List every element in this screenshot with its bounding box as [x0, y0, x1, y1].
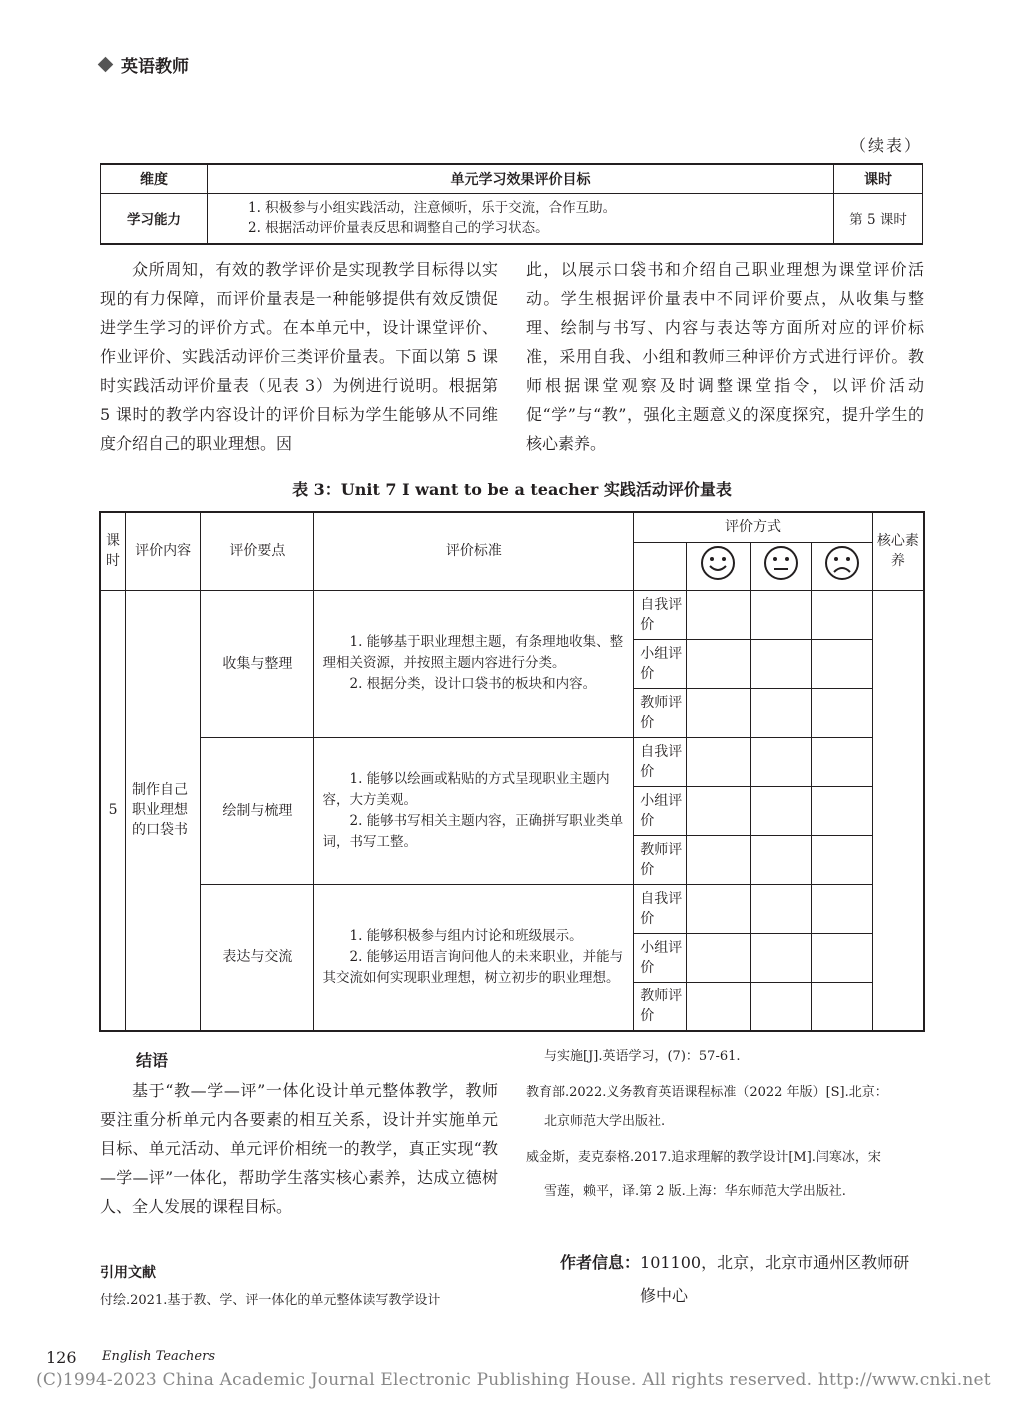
point-cell: 表达与交流	[201, 884, 314, 1031]
conclusion-heading: 结语	[136, 1051, 169, 1070]
method-self: 自我评价	[634, 884, 687, 933]
smiley-face-icon	[687, 542, 750, 590]
method-teacher: 教师评价	[634, 835, 687, 884]
col-header-lesson: 课时	[834, 164, 923, 194]
method-self: 自我评价	[634, 737, 687, 786]
rating-cell[interactable]	[811, 590, 872, 639]
col-header-dimension: 维度	[101, 164, 208, 194]
criteria-item: 1. 能够以绘画或粘贴的方式呈现职业主题内容，大方美观。	[322, 770, 610, 808]
diamond-icon	[98, 57, 114, 73]
point-cell: 绘制与梳理	[201, 737, 314, 884]
rating-cell[interactable]	[687, 884, 750, 933]
rating-cell[interactable]	[687, 933, 750, 982]
lesson-number-cell: 5	[100, 590, 126, 1031]
reference-3a: 威金斯，麦克泰格.2017.追求理解的教学设计[M].闫寒冰，宋	[526, 1150, 881, 1165]
journal-header	[100, 52, 189, 77]
rating-cell[interactable]	[750, 639, 811, 688]
rating-cell[interactable]	[687, 835, 750, 884]
rating-cell[interactable]	[811, 835, 872, 884]
method-teacher: 教师评价	[634, 982, 687, 1031]
table3-caption: 表 3：Unit 7 I want to be a teacher 实践活动评价量表	[292, 480, 732, 499]
reference-1a: 付绘.2021.基于教、学、评一体化的单元整体读写教学设计	[100, 1293, 441, 1308]
dimension-cell: 学习能力	[101, 194, 208, 244]
rating-cell[interactable]	[750, 688, 811, 737]
header-points: 评价要点	[201, 512, 314, 590]
copyright-line: (C)1994-2023 China Academic Journal Electronic Publishing House. All rights reserved. http://www.cnki.net	[36, 1370, 991, 1390]
criteria-cell	[314, 737, 634, 884]
header-lesson: 课时	[100, 512, 126, 590]
body-left-column	[100, 255, 498, 458]
header-core: 核心素养	[872, 512, 924, 590]
method-group: 小组评价	[634, 786, 687, 835]
author-info	[560, 1246, 930, 1312]
point-cell: 收集与整理	[201, 590, 314, 737]
rating-cell[interactable]	[811, 884, 872, 933]
rating-cell[interactable]	[750, 884, 811, 933]
table-continued-label: （续表）	[849, 136, 922, 155]
rating-cell[interactable]	[687, 590, 750, 639]
author-line-2: 修中心	[640, 1286, 689, 1305]
method-group: 小组评价	[634, 933, 687, 982]
core-literacy-cell	[872, 590, 924, 1031]
sad-face-icon	[811, 542, 872, 590]
criteria-item: 1. 能够基于职业理想主题，有条理地收集、整理相关资源，并按照主题内容进行分类。	[322, 634, 624, 671]
method-teacher: 教师评价	[634, 688, 687, 737]
content-cell: 制作自己职业理想的口袋书	[126, 590, 201, 1031]
evaluation-table	[99, 511, 925, 1032]
neutral-face-icon	[750, 542, 811, 590]
rating-cell[interactable]	[750, 933, 811, 982]
goal-1: 1. 积极参与小组实践活动，注意倾听，乐于交流，合作互助。	[248, 200, 617, 217]
author-line-1: 101100，北京，北京市通州区教师研	[640, 1253, 910, 1272]
body-right-text: 此，以展示口袋书和介绍自己职业理想为课堂评价活动。学生根据评价量表中不同评价要点，从收集与整理、绘制与书写、内容与表达等方面所对应的评价标准，采用自我、小组和教师三种评价方式进行评价。教师根据课堂观察及时调整课堂指令，以评价活动促“学”与“教”，强化主题意义的深度探究，提升学生的核心素养。	[526, 260, 924, 453]
rating-cell[interactable]	[811, 639, 872, 688]
body-left-text: 众所周知，有效的教学评价是实现教学目标得以实现的有力保障，而评价量表是一种能够提供有效反馈促进学生学习的评价方式。在本单元中，设计课堂评价、作业评价、实践活动评价三类评价量表。下面以第 5 课时实践活动评价量表（见表 3）为例进行说明。根据第 5 课时的教学内容设计的评价目标为学生能够从不同维度介绍自己的职业理想。因	[100, 260, 498, 453]
references-heading: 引用文献	[100, 1265, 156, 1281]
rating-cell[interactable]	[687, 737, 750, 786]
criteria-cell	[314, 590, 634, 737]
page-number: 126	[46, 1348, 77, 1367]
rating-cell[interactable]	[750, 737, 811, 786]
reference-2a: 教育部.2022.义务教育英语课程标准（2022 年版）[S].北京：	[526, 1085, 888, 1100]
reference-2b: 北京师范大学出版社.	[544, 1114, 666, 1129]
author-label: 作者信息：	[560, 1253, 641, 1272]
criteria-item: 1. 能够积极参与组内讨论和班级展示。	[349, 927, 583, 944]
col-header-goals: 单元学习效果评价目标	[208, 164, 834, 194]
rating-cell[interactable]	[687, 639, 750, 688]
rating-cell[interactable]	[811, 786, 872, 835]
header-methods: 评价方式	[634, 512, 873, 542]
body-right-column	[526, 255, 924, 458]
rating-cell[interactable]	[687, 982, 750, 1031]
reference-1b: 与实施[J].英语学习，(7)：57-61.	[544, 1049, 741, 1064]
lesson-cell: 第 5 课时	[834, 194, 923, 244]
method-header-blank	[634, 542, 687, 590]
goal-2: 2. 根据活动评价量表反思和调整自己的学习状态。	[248, 220, 549, 237]
rating-cell[interactable]	[811, 933, 872, 982]
journal-name-en: English Teachers	[102, 1349, 216, 1364]
criteria-item: 2. 能够运用语言询问他人的未来职业，并能与其交流如何实现职业理想，树立初步的职业理想。	[322, 948, 624, 986]
criteria-item: 2. 根据分类，设计口袋书的板块和内容。	[349, 676, 597, 692]
rating-cell[interactable]	[811, 982, 872, 1031]
criteria-item: 2. 能够书写相关主题内容，正确拼写职业类单词，书写工整。	[322, 812, 624, 850]
conclusion-text: 基于“教—学—评”一体化设计单元整体教学，教师要注重分析单元内各要素的相互关系，设计并实施单元目标、单元活动、单元评价相统一的教学，真正实现“教—学—评”一体化，帮助学生落实核心素养，达成立德树人、全人发展的课程目标。	[100, 1081, 498, 1216]
method-self: 自我评价	[634, 590, 687, 639]
rating-cell[interactable]	[750, 982, 811, 1031]
rating-cell[interactable]	[811, 737, 872, 786]
criteria-cell	[314, 884, 634, 1031]
rating-cell[interactable]	[811, 688, 872, 737]
journal-name: 英语教师	[121, 57, 189, 77]
continued-table	[100, 163, 923, 245]
header-content: 评价内容	[126, 512, 201, 590]
reference-3b: 雪莲，赖平，译.第 2 版.上海：华东师范大学出版社.	[544, 1184, 846, 1199]
rating-cell[interactable]	[750, 835, 811, 884]
method-group: 小组评价	[634, 639, 687, 688]
conclusion-section	[100, 1076, 498, 1221]
rating-cell[interactable]	[687, 688, 750, 737]
rating-cell[interactable]	[750, 786, 811, 835]
rating-cell[interactable]	[750, 590, 811, 639]
header-criteria: 评价标准	[314, 512, 634, 590]
rating-cell[interactable]	[687, 786, 750, 835]
goals-cell	[208, 194, 834, 244]
